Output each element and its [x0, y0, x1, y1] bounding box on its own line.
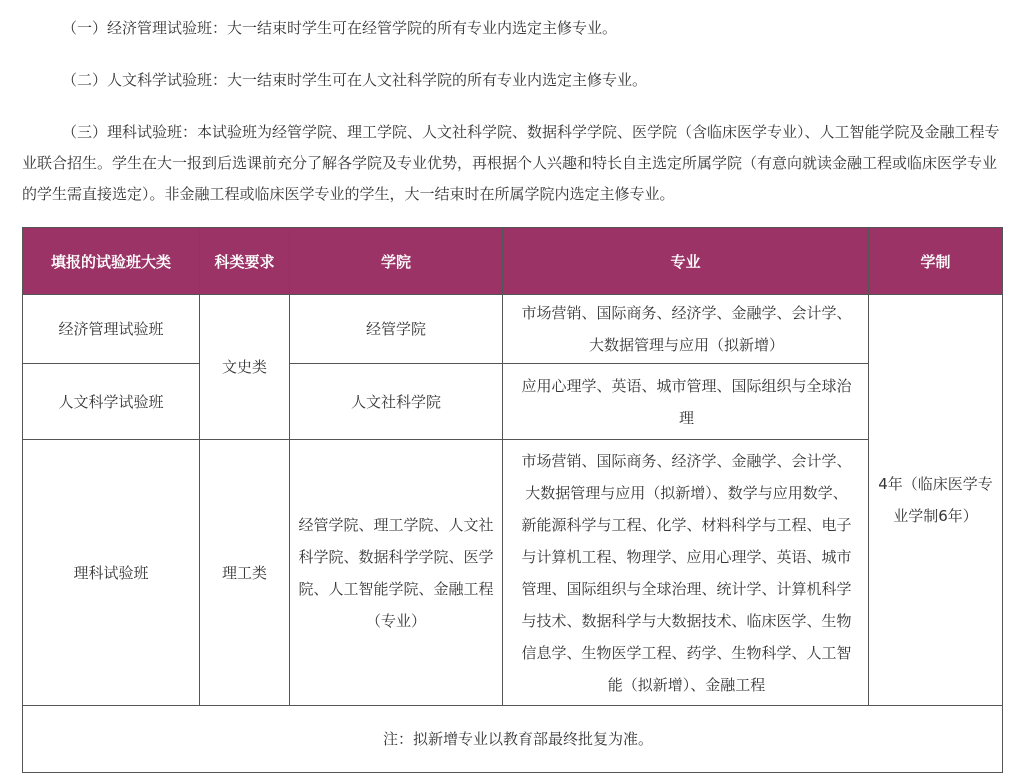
table-note-row	[23, 706, 1003, 773]
cell-college-humanities: 人文社科学院	[290, 364, 503, 440]
cell-major-econ	[503, 295, 869, 364]
college-line: （专业）	[365, 611, 426, 630]
major-line: 大数据管理与应用（拟新增）	[588, 336, 784, 354]
college-line: 院、人工智能学院、金融工程	[298, 579, 494, 598]
header-duration: 学制	[869, 228, 1003, 295]
major-line: 与计算机工程、物理学、应用心理学、英语、城市	[521, 547, 852, 566]
major-line: 能（拟新增）、金融工程	[607, 675, 766, 694]
header-college: 学院	[290, 228, 503, 295]
header-major: 专业	[503, 228, 869, 295]
major-line: 市场营销、国际商务、经济学、金融学、会计学、	[521, 451, 852, 470]
table-row	[23, 364, 1003, 440]
major-line: 信息学、生物医学工程、药学、生物科学、人工智	[521, 643, 852, 662]
cell-college-science	[290, 440, 503, 706]
cell-college-econ: 经管学院	[290, 295, 503, 364]
cell-major-humanities	[503, 364, 869, 440]
header-subject: 科类要求	[200, 228, 290, 295]
major-line: 管理、国际组织与全球治理、统计学、计算机科学	[521, 579, 852, 598]
cell-category-science: 理科试验班	[23, 440, 200, 706]
table-note: 注：拟新增专业以教育部最终批复为准。	[23, 706, 1003, 773]
cell-subject-science: 理工类	[200, 440, 290, 706]
cell-subject-wenshi: 文史类	[200, 295, 290, 440]
table-row	[23, 440, 1003, 706]
major-line: 与技术、数据科学与大数据技术、临床医学、生物	[521, 611, 852, 630]
header-category: 填报的试验班大类	[23, 228, 200, 295]
cell-major-science	[503, 440, 869, 706]
cell-duration	[869, 295, 1003, 706]
paragraph-humanities-class: （二）人文科学试验班：大一结束时学生可在人文社科学院的所有专业内选定主修专业。	[62, 71, 648, 89]
major-line: 新能源科学与工程、化学、材料科学与工程、电子	[521, 515, 852, 534]
college-line: 科学院、数据科学学院、医学	[298, 547, 494, 566]
major-line: 大数据管理与应用（拟新增）、数学与应用数学、	[525, 483, 848, 502]
cell-category-humanities: 人文科学试验班	[23, 364, 200, 440]
paragraph-science-class: （三）理科试验班：本试验班为经管学院、理工学院、人文社科学院、数据科学学院、医学院（含临床医学专业）、人工智能学院及金融工程专业联合招生。学生在大一报到后选课前充分了解各学院及专业优势，再根据个人兴趣和特长自主选定所属学院（有意向就读金融工程或临床医学专业的学生需直接选定）。非金融工程或临床医学专业的学生，大一结束时在所属学院内选定主修专业。	[22, 123, 1000, 203]
admission-table	[22, 227, 1003, 773]
paragraph-econ-class: （一）经济管理试验班：大一结束时学生可在经管学院的所有专业内选定主修专业。	[62, 19, 618, 37]
table-header-row	[23, 228, 1003, 295]
duration-line: 4年（临床医学专	[878, 475, 993, 493]
duration-line: 业学制6年）	[893, 507, 978, 525]
major-line: 市场营销、国际商务、经济学、金融学、会计学、	[521, 304, 852, 322]
major-line: 理	[678, 408, 694, 427]
cell-category-econ: 经济管理试验班	[23, 295, 200, 364]
table-row	[23, 295, 1003, 364]
major-line: 应用心理学、英语、城市管理、国际组织与全球治	[521, 376, 852, 395]
college-line: 经管学院、理工学院、人文社	[298, 515, 494, 534]
